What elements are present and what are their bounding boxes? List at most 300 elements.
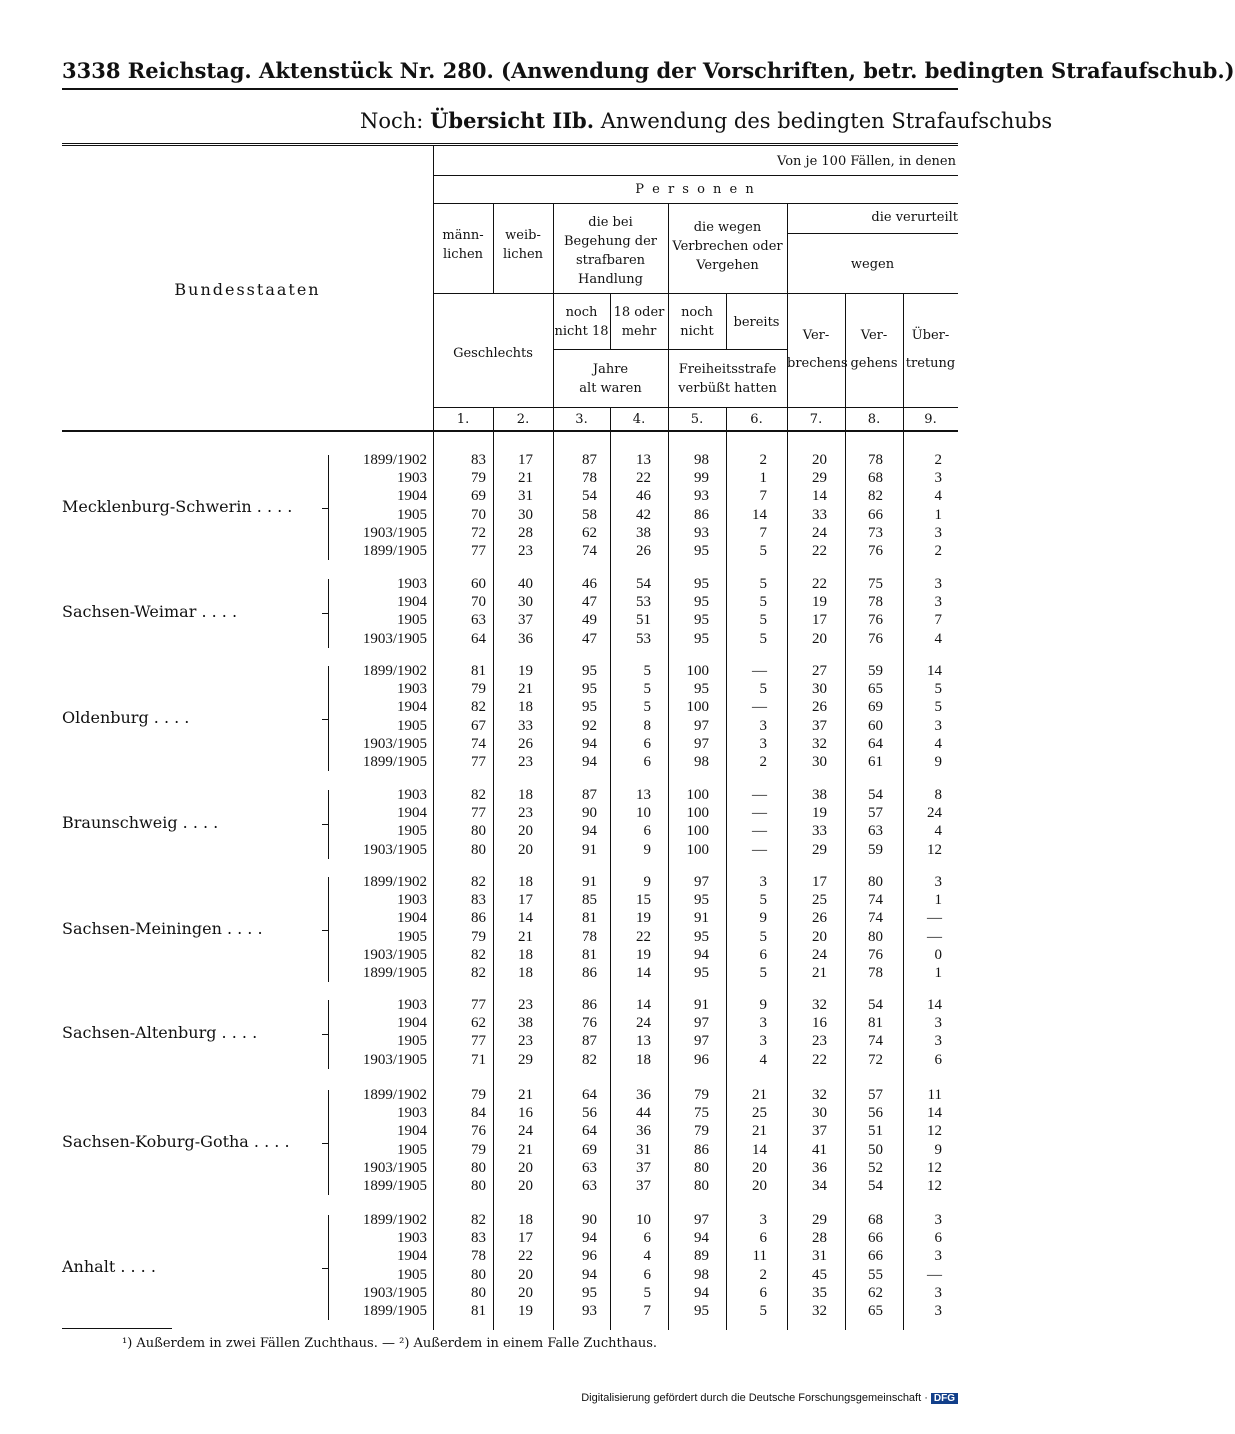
table-cell: 87 — [582, 787, 597, 803]
table-cell: 34 — [812, 1178, 827, 1194]
table-cell: 53 — [636, 594, 651, 611]
table-cell: 86 — [694, 1141, 709, 1158]
table-cell: 5 — [759, 576, 767, 592]
table-cell: 3 — [934, 1303, 942, 1319]
table-cell: 20 — [812, 452, 827, 468]
table-cell: 96 — [582, 1248, 597, 1265]
table-cell: 5 — [759, 892, 767, 909]
year-label: 1903/1905 — [362, 630, 427, 647]
table-cell: 1 — [934, 506, 942, 523]
table-cell: 21 — [752, 1123, 767, 1140]
table-cell: 95 — [582, 663, 597, 679]
table-cell: 83 — [471, 892, 486, 909]
header-rule — [433, 293, 958, 294]
header-freiheitsstrafe: Freiheitsstrafe verbüßt hatten — [678, 362, 777, 396]
table-cell: 3 — [934, 717, 942, 734]
table-cell: 61 — [868, 754, 883, 770]
table-cell: 28 — [812, 1230, 827, 1247]
table-cell: 4 — [643, 1248, 651, 1265]
table-cell: 94 — [582, 754, 597, 770]
table-cell: 20 — [518, 1159, 533, 1176]
header-wegen-verbrechen: die wegen Verbrechen oder Vergehen — [672, 220, 783, 273]
digitization-credit — [560, 1392, 958, 1404]
year-label: 1899/1905 — [362, 1178, 427, 1194]
table-cell: 91 — [694, 910, 709, 927]
table-cell: 44 — [636, 1105, 651, 1122]
table-cell: 33 — [812, 506, 827, 523]
footnote-rule — [62, 1328, 172, 1329]
table-cell: 19 — [812, 805, 827, 822]
title-prefix: Noch: — [360, 109, 424, 133]
table-cell: 20 — [812, 928, 827, 945]
table-cell: 86 — [582, 965, 597, 981]
table-cell: 33 — [518, 717, 533, 734]
table-cell: 20 — [518, 1266, 533, 1283]
table-cell: 80 — [471, 841, 486, 858]
table-cell: 7 — [643, 1303, 651, 1319]
year-label: 1905 — [397, 1141, 427, 1158]
table-cell: 3 — [934, 874, 942, 890]
table-cell: 46 — [582, 576, 597, 592]
dfg-logo: DFG — [931, 1393, 958, 1404]
table-cell: — — [752, 699, 767, 716]
table-cell: 91 — [582, 874, 597, 890]
year-label: 1899/1902 — [362, 1087, 427, 1103]
table-cell: 13 — [636, 452, 651, 468]
year-label: 1904 — [397, 594, 427, 611]
table-cell: 14 — [927, 1105, 942, 1122]
table-cell: 81 — [471, 663, 486, 679]
table-cell: 74 — [582, 543, 597, 559]
table-cell: 80 — [471, 823, 486, 840]
table-cell: 82 — [471, 699, 486, 716]
table-cell: 20 — [518, 1284, 533, 1301]
table-cell: 23 — [518, 754, 533, 770]
table-cell: 80 — [694, 1159, 709, 1176]
table-cell: 21 — [518, 928, 533, 945]
column-number: 3. — [575, 412, 588, 427]
table-cell: 24 — [927, 805, 942, 822]
table-cell: 14 — [636, 997, 651, 1013]
year-label: 1899/1905 — [362, 965, 427, 981]
table-cell: 47 — [582, 630, 597, 647]
table-cell: 3 — [759, 717, 767, 734]
table-cell: 78 — [868, 594, 883, 611]
table-cell: 78 — [582, 470, 597, 487]
table-cell: 3 — [759, 874, 767, 890]
table-cell: 95 — [694, 681, 709, 698]
table-cell: 55 — [868, 1266, 883, 1283]
table-cell: 5 — [759, 1303, 767, 1319]
year-label: 1904 — [397, 699, 427, 716]
year-label: 1904 — [397, 1123, 427, 1140]
header-noch-nicht-18: noch nicht 18 — [554, 305, 609, 339]
title-rest: Anwendung des bedingten Strafaufschubs — [600, 109, 1053, 133]
table-cell: 78 — [471, 1248, 486, 1265]
header-bottom-rule — [62, 430, 958, 432]
table-cell: 5 — [643, 663, 651, 679]
table-cell: 18 — [518, 946, 533, 963]
table-cell: 63 — [471, 612, 486, 629]
table-cell: 90 — [582, 805, 597, 822]
table-cell: 64 — [582, 1123, 597, 1140]
table-cell: 66 — [868, 1230, 883, 1247]
table-cell: 81 — [868, 1015, 883, 1032]
table-cell: 80 — [471, 1178, 486, 1194]
state-name: Oldenburg . . . . — [62, 707, 190, 727]
table-cell: 1 — [934, 965, 942, 981]
table-cell: 82 — [471, 946, 486, 963]
state-name: Mecklenburg-Schwerin . . . . — [62, 496, 293, 516]
table-cell: 95 — [694, 892, 709, 909]
table-cell: 95 — [582, 681, 597, 698]
year-label: 1905 — [397, 717, 427, 734]
column-number: 4. — [632, 412, 646, 427]
table-cell: 93 — [694, 488, 709, 505]
table-cell: 76 — [868, 630, 883, 647]
table-cell: 79 — [694, 1087, 709, 1103]
table-cell: 26 — [636, 543, 651, 559]
column-number: 5. — [690, 412, 704, 427]
table-cell: 3 — [759, 1015, 767, 1032]
header-geschlechts: Geschlechts — [453, 346, 533, 361]
table-cell: 45 — [812, 1266, 827, 1283]
group-brace — [328, 666, 341, 771]
table-cell: 97 — [694, 1033, 709, 1050]
table-cell: 100 — [686, 841, 709, 858]
table-cell: 53 — [636, 630, 651, 647]
table-cell: 77 — [471, 997, 486, 1013]
year-label: 1903/1905 — [362, 524, 427, 541]
table-cell: 2 — [759, 452, 767, 468]
table-cell: 33 — [812, 823, 827, 840]
group-brace — [328, 877, 341, 982]
table-cell: 16 — [518, 1105, 533, 1122]
table-cell: 15 — [636, 892, 651, 909]
header-weiblichen: weib- lichen — [502, 228, 544, 262]
table-cell: 95 — [694, 928, 709, 945]
table-cell: 59 — [868, 841, 883, 858]
table-cell: 32 — [812, 735, 827, 752]
table-cell: 14 — [752, 1141, 767, 1158]
table-cell: 6 — [934, 1230, 942, 1247]
table-cell: 25 — [812, 892, 827, 909]
table-cell: 60 — [471, 576, 486, 592]
table-cell: 41 — [812, 1141, 827, 1158]
table-cell: 18 — [518, 874, 533, 890]
table-cell: 4 — [934, 735, 942, 752]
table-cell: 97 — [694, 1212, 709, 1228]
table-cell: 98 — [694, 452, 709, 468]
table-cell: 32 — [812, 1087, 827, 1103]
table-cell: 96 — [694, 1051, 709, 1068]
table-cell: 12 — [927, 1123, 942, 1140]
table-cell: 100 — [686, 823, 709, 840]
table-cell: 62 — [868, 1284, 883, 1301]
table-cell: 5 — [759, 928, 767, 945]
table-cell: 91 — [694, 997, 709, 1013]
table-cell: — — [927, 1266, 942, 1283]
header-top: Von je 100 Fällen, in denen — [777, 154, 956, 169]
table-cell: 77 — [471, 543, 486, 559]
table-cell: 6 — [759, 946, 767, 963]
header-noch-nicht: noch nicht — [680, 305, 714, 339]
table-cell: 3 — [934, 470, 942, 487]
table-cell: 36 — [518, 630, 533, 647]
table-cell: 79 — [471, 1141, 486, 1158]
table-cell: 95 — [694, 612, 709, 629]
table-cell: 91 — [582, 841, 597, 858]
table-cell: 35 — [812, 1284, 827, 1301]
table-cell: 21 — [518, 681, 533, 698]
table-cell: 63 — [582, 1178, 597, 1194]
table-cell: 30 — [812, 754, 827, 770]
table-cell: 31 — [636, 1141, 651, 1158]
year-label: 1899/1902 — [362, 1212, 427, 1228]
table-cell: 79 — [471, 928, 486, 945]
table-cell: 9 — [643, 841, 651, 858]
table-cell: 30 — [518, 506, 533, 523]
table-cell: 5 — [759, 630, 767, 647]
table-cell: 3 — [934, 1033, 942, 1050]
table-cell: 65 — [868, 1303, 883, 1319]
table-cell: 17 — [518, 1230, 533, 1247]
table-cell: 83 — [471, 452, 486, 468]
year-label: 1899/1905 — [362, 1303, 427, 1319]
table-cell: 30 — [812, 1105, 827, 1122]
state-name: Sachsen-Weimar . . . . — [62, 602, 238, 622]
table-cell: 95 — [694, 594, 709, 611]
table-cell: 77 — [471, 805, 486, 822]
table-cell: 9 — [759, 997, 767, 1013]
table-cell: 82 — [471, 1212, 486, 1228]
table-cell: 82 — [868, 488, 883, 505]
state-name: Sachsen-Koburg-Gotha . . . . — [62, 1131, 290, 1151]
table-cell: 8 — [934, 787, 942, 803]
table-cell: 58 — [582, 506, 597, 523]
table-cell: 18 — [636, 1051, 651, 1068]
table-cell: 12 — [927, 841, 942, 858]
group-brace — [328, 455, 341, 560]
table-cell: 14 — [927, 997, 942, 1013]
table-cell: 36 — [812, 1159, 827, 1176]
table-cell: 51 — [868, 1123, 883, 1140]
table-cell: 73 — [868, 524, 883, 541]
table-cell: 24 — [812, 946, 827, 963]
table-cell: 5 — [759, 965, 767, 981]
table-cell: 71 — [471, 1051, 486, 1068]
table-cell: 99 — [694, 470, 709, 487]
table-cell: 79 — [694, 1123, 709, 1140]
table-cell: 86 — [471, 910, 486, 927]
table-cell: 18 — [518, 699, 533, 716]
table-cell: 8 — [643, 717, 651, 734]
table-cell: 19 — [812, 594, 827, 611]
table-cell: 1 — [759, 470, 767, 487]
table-cell: 80 — [471, 1266, 486, 1283]
table-cell: 29 — [812, 1212, 827, 1228]
year-label: 1905 — [397, 928, 427, 945]
table-cell: 6 — [643, 1266, 651, 1283]
header-jahre-alt: Jahre alt waren — [579, 362, 642, 396]
table-cell: 14 — [812, 488, 827, 505]
column-number: 8. — [867, 412, 881, 427]
table-cell: 5 — [759, 612, 767, 629]
table-cell: 4 — [934, 488, 942, 505]
table-cell: 17 — [812, 874, 827, 890]
table-cell: 5 — [759, 681, 767, 698]
table-cell: 95 — [582, 699, 597, 716]
table-cell: 6 — [759, 1230, 767, 1247]
table-cell: 52 — [868, 1159, 883, 1176]
table-cell: 3 — [759, 1033, 767, 1050]
table-cell: 98 — [694, 1266, 709, 1283]
year-label: 1899/1905 — [362, 754, 427, 770]
table-cell: 100 — [686, 699, 709, 716]
table-cell: 30 — [812, 681, 827, 698]
table-cell: 7 — [759, 524, 767, 541]
state-name: Braunschweig . . . . — [62, 813, 219, 833]
header-wegen: wegen — [850, 257, 895, 272]
table-cell: 64 — [868, 735, 883, 752]
table-cell: 54 — [868, 997, 883, 1013]
table-cell: 63 — [582, 1159, 597, 1176]
table-cell: 19 — [636, 910, 651, 927]
table-cell: 66 — [868, 1248, 883, 1265]
year-label: 1903 — [397, 1105, 427, 1122]
table-cell: 2 — [759, 754, 767, 770]
table-cell: 29 — [812, 841, 827, 858]
table-cell: 79 — [471, 681, 486, 698]
table-cell: 81 — [471, 1303, 486, 1319]
year-label: 1903 — [397, 892, 427, 909]
table-cell: 95 — [694, 576, 709, 592]
table-cell: 23 — [518, 1033, 533, 1050]
table-cell: 20 — [518, 841, 533, 858]
table-cell: 94 — [582, 1230, 597, 1247]
table-cell: 26 — [518, 735, 533, 752]
table-cell: 95 — [694, 965, 709, 981]
table-cell: 63 — [868, 823, 883, 840]
table-cell: — — [752, 805, 767, 822]
table-cell: 14 — [927, 663, 942, 679]
table-cell: 20 — [518, 1178, 533, 1194]
head-rule — [62, 88, 958, 90]
year-label: 1905 — [397, 1266, 427, 1283]
table-cell: 60 — [868, 717, 883, 734]
table-cell: 29 — [812, 470, 827, 487]
table-cell: 0 — [934, 946, 942, 963]
table-cell: 24 — [812, 524, 827, 541]
table-cell: 17 — [518, 892, 533, 909]
header-rule — [787, 233, 958, 234]
table-cell: 97 — [694, 717, 709, 734]
table-cell: — — [927, 910, 942, 927]
table-cell: 79 — [471, 1087, 486, 1103]
table-cell: 12 — [927, 1159, 942, 1176]
table-cell: 94 — [582, 823, 597, 840]
table-cell: 59 — [868, 663, 883, 679]
year-label: 1903/1905 — [362, 946, 427, 963]
table-cell: 25 — [752, 1105, 767, 1122]
column-number: 9. — [924, 412, 937, 427]
table-cell: 31 — [518, 488, 533, 505]
year-label: 1904 — [397, 805, 427, 822]
table-cell: 37 — [636, 1159, 651, 1176]
table-cell: 9 — [759, 910, 767, 927]
table-cell: 11 — [927, 1087, 942, 1103]
table-cell: 94 — [582, 735, 597, 752]
table-cell: 6 — [934, 1051, 942, 1068]
table-cell: 97 — [694, 874, 709, 890]
table-cell: 32 — [812, 1303, 827, 1319]
header-maennlichen: männ- lichen — [442, 228, 484, 262]
table-cell: 76 — [868, 612, 883, 629]
table-cell: 79 — [471, 470, 486, 487]
table-cell: 74 — [471, 735, 486, 752]
table-cell: 87 — [582, 452, 597, 468]
table-cell: 54 — [582, 488, 597, 505]
table-cell: 20 — [752, 1178, 767, 1194]
table-cell: 77 — [471, 754, 486, 770]
table-cell: 22 — [812, 576, 827, 592]
table-cell: 23 — [518, 997, 533, 1013]
table-cell: 95 — [582, 1284, 597, 1301]
header-bereits: bereits — [733, 315, 780, 330]
year-label: 1903/1905 — [362, 1051, 427, 1068]
year-label: 1903 — [397, 1230, 427, 1247]
table-cell: 17 — [812, 612, 827, 629]
table-cell: 6 — [643, 735, 651, 752]
table-cell: 9 — [934, 1141, 942, 1158]
table-cell: 82 — [471, 787, 486, 803]
table-cell: 46 — [636, 488, 651, 505]
table-cell: 42 — [636, 506, 651, 523]
table-cell: 92 — [582, 717, 597, 734]
table-cell: 80 — [868, 874, 883, 890]
table-cell: 22 — [636, 928, 651, 945]
table-cell: 93 — [694, 524, 709, 541]
table-cell: 81 — [582, 946, 597, 963]
table-cell: 23 — [518, 543, 533, 559]
table-cell: 22 — [812, 1051, 827, 1068]
table-cell: 3 — [934, 576, 942, 592]
table-cell: 72 — [471, 524, 486, 541]
year-label: 1903 — [397, 681, 427, 698]
table-cell: 21 — [518, 470, 533, 487]
column-number: 2. — [516, 412, 530, 427]
table-cell: 84 — [471, 1105, 486, 1122]
table-cell: 78 — [868, 965, 883, 981]
header-rule — [553, 349, 787, 350]
table-cell: 5 — [934, 699, 942, 716]
table-cell: 13 — [636, 1033, 651, 1050]
table-cell: 26 — [812, 910, 827, 927]
header-vergehens: Ver- gehens — [850, 328, 898, 371]
table-cell: 14 — [636, 965, 651, 981]
table-cell: 5 — [934, 681, 942, 698]
table-cell: 57 — [868, 805, 883, 822]
year-label: 1899/1902 — [362, 874, 427, 890]
table-cell: 85 — [582, 892, 597, 909]
year-label: 1905 — [397, 506, 427, 523]
table-cell: 2 — [934, 543, 942, 559]
table-cell: 4 — [934, 630, 942, 647]
state-name: Sachsen-Altenburg . . . . — [62, 1023, 258, 1043]
table-cell: 49 — [582, 612, 597, 629]
year-label: 1903/1905 — [362, 841, 427, 858]
year-label: 1899/1902 — [362, 452, 427, 468]
